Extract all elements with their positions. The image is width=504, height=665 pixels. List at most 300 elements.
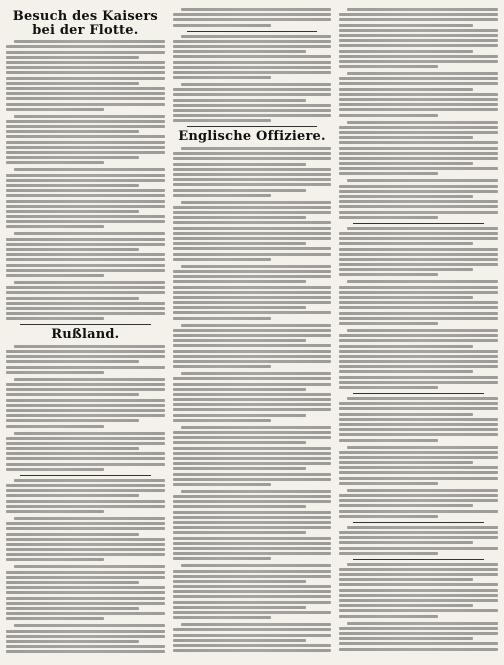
text-line-placeholder xyxy=(6,51,165,54)
paragraph-placeholder xyxy=(6,517,165,562)
text-line-placeholder xyxy=(14,432,165,435)
text-line-placeholder xyxy=(6,360,139,363)
text-line-placeholder xyxy=(173,570,332,573)
text-line-placeholder xyxy=(339,578,472,581)
text-line-placeholder xyxy=(339,242,472,245)
text-line-placeholder xyxy=(173,291,332,294)
text-line-placeholder xyxy=(181,623,332,626)
paragraph-placeholder xyxy=(6,479,165,513)
text-line-placeholder xyxy=(6,452,165,455)
text-line-placeholder xyxy=(339,286,498,289)
text-line-placeholder xyxy=(339,147,498,150)
text-line-placeholder xyxy=(339,433,498,436)
text-line-placeholder xyxy=(339,93,498,96)
paragraph-placeholder xyxy=(339,622,498,653)
text-line-placeholder xyxy=(339,594,498,597)
text-line-placeholder xyxy=(173,377,332,380)
text-line-placeholder xyxy=(339,77,498,80)
text-line-placeholder xyxy=(339,152,498,155)
text-line-placeholder xyxy=(339,131,498,134)
text-line-placeholder xyxy=(173,258,271,261)
text-line-placeholder xyxy=(6,151,165,154)
text-line-placeholder xyxy=(173,317,271,320)
text-line-placeholder xyxy=(173,76,271,79)
text-line-placeholder xyxy=(173,611,332,614)
text-line-placeholder xyxy=(6,82,139,85)
text-line-placeholder xyxy=(173,194,271,197)
text-line-placeholder xyxy=(339,157,498,160)
text-line-placeholder xyxy=(6,393,139,396)
text-line-placeholder xyxy=(6,264,165,267)
text-line-placeholder xyxy=(339,216,437,219)
section-divider xyxy=(187,126,318,127)
text-line-placeholder xyxy=(339,413,472,416)
text-line-placeholder xyxy=(347,179,498,182)
text-line-placeholder xyxy=(339,172,437,175)
text-line-placeholder xyxy=(339,499,498,502)
paragraph-placeholder xyxy=(6,345,165,374)
text-line-placeholder xyxy=(339,536,498,539)
text-line-placeholder xyxy=(339,637,472,640)
text-line-placeholder xyxy=(339,402,498,405)
text-line-placeholder xyxy=(6,612,165,615)
text-line-placeholder xyxy=(6,312,165,315)
text-line-placeholder xyxy=(339,360,498,363)
text-line-placeholder xyxy=(14,479,165,482)
text-line-placeholder xyxy=(6,302,165,305)
text-line-placeholder xyxy=(6,146,165,149)
paragraph-placeholder xyxy=(173,265,332,320)
text-line-placeholder xyxy=(6,581,139,584)
text-line-placeholder xyxy=(173,436,332,439)
text-line-placeholder xyxy=(173,408,332,411)
text-line-placeholder xyxy=(339,88,472,91)
text-line-placeholder xyxy=(339,103,498,106)
text-line-placeholder xyxy=(339,423,498,426)
text-line-placeholder xyxy=(173,253,332,256)
paragraph-placeholder xyxy=(173,372,332,422)
text-line-placeholder xyxy=(339,322,437,325)
text-line-placeholder xyxy=(6,108,104,111)
text-line-placeholder xyxy=(6,447,139,450)
text-line-placeholder xyxy=(173,398,332,401)
text-line-placeholder xyxy=(173,495,332,498)
text-line-placeholder xyxy=(6,317,104,320)
text-line-placeholder xyxy=(6,597,165,600)
text-line-placeholder xyxy=(173,206,332,209)
text-line-placeholder xyxy=(6,77,165,80)
text-line-placeholder xyxy=(6,409,165,412)
section-divider xyxy=(353,522,484,523)
text-line-placeholder xyxy=(173,109,332,112)
section-divider xyxy=(353,393,484,394)
text-line-placeholder xyxy=(6,650,165,653)
text-line-placeholder xyxy=(347,489,498,492)
paragraph-placeholder xyxy=(6,168,165,228)
text-line-placeholder xyxy=(173,601,332,604)
text-line-placeholder xyxy=(339,386,437,389)
text-line-placeholder xyxy=(339,108,498,111)
text-line-placeholder xyxy=(339,471,498,474)
text-line-placeholder xyxy=(6,56,139,59)
text-line-placeholder xyxy=(6,371,104,374)
text-line-placeholder xyxy=(181,147,332,150)
text-line-placeholder xyxy=(6,194,165,197)
text-line-placeholder xyxy=(6,238,165,241)
text-line-placeholder xyxy=(339,541,472,544)
text-line-placeholder xyxy=(6,533,139,536)
text-line-placeholder xyxy=(339,573,498,576)
text-line-placeholder xyxy=(173,639,306,642)
text-line-placeholder xyxy=(173,414,306,417)
paragraph-placeholder xyxy=(339,446,498,485)
text-line-placeholder xyxy=(339,648,498,651)
text-line-placeholder xyxy=(6,640,139,643)
text-line-placeholder xyxy=(339,114,437,117)
text-line-placeholder xyxy=(347,227,498,230)
text-line-placeholder xyxy=(339,301,498,304)
text-line-placeholder xyxy=(339,126,498,129)
text-line-placeholder xyxy=(173,521,332,524)
text-line-placeholder xyxy=(14,565,165,568)
paragraph-placeholder xyxy=(6,565,165,620)
text-line-placeholder xyxy=(6,607,139,610)
text-line-placeholder xyxy=(339,185,498,188)
text-line-placeholder xyxy=(173,516,332,519)
text-line-placeholder xyxy=(173,585,332,588)
text-line-placeholder xyxy=(6,297,139,300)
text-line-placeholder xyxy=(173,275,332,278)
text-line-placeholder xyxy=(173,93,332,96)
text-line-placeholder xyxy=(339,273,437,276)
text-line-placeholder xyxy=(339,98,498,101)
text-line-placeholder xyxy=(173,55,332,58)
text-line-placeholder xyxy=(339,461,472,464)
paragraph-placeholder xyxy=(6,232,165,277)
text-line-placeholder xyxy=(173,311,332,314)
text-line-placeholder xyxy=(173,393,332,396)
text-line-placeholder xyxy=(173,552,332,555)
text-line-placeholder xyxy=(6,630,165,633)
text-line-placeholder xyxy=(6,404,165,407)
text-line-placeholder xyxy=(339,339,498,342)
text-line-placeholder xyxy=(173,301,332,304)
text-line-placeholder xyxy=(173,296,332,299)
text-line-placeholder xyxy=(14,40,165,43)
text-line-placeholder xyxy=(173,590,332,593)
text-line-placeholder xyxy=(6,92,165,95)
text-line-placeholder xyxy=(173,71,332,74)
text-line-placeholder xyxy=(339,583,498,586)
text-line-placeholder xyxy=(339,248,498,251)
text-line-placeholder xyxy=(14,168,165,171)
text-line-placeholder xyxy=(173,173,332,176)
text-line-placeholder xyxy=(173,537,332,540)
text-line-placeholder xyxy=(347,8,498,11)
text-line-placeholder xyxy=(6,248,139,251)
text-line-placeholder xyxy=(173,329,332,332)
paragraph-placeholder xyxy=(339,489,498,518)
text-line-placeholder xyxy=(6,388,165,391)
text-line-placeholder xyxy=(6,61,165,64)
text-line-placeholder xyxy=(173,628,332,631)
paragraph-placeholder xyxy=(6,281,165,320)
text-line-placeholder xyxy=(181,8,332,11)
text-line-placeholder xyxy=(339,376,498,379)
text-line-placeholder xyxy=(173,595,332,598)
text-line-placeholder xyxy=(173,18,332,21)
text-line-placeholder xyxy=(347,563,498,566)
text-line-placeholder xyxy=(6,291,165,294)
text-line-placeholder xyxy=(173,580,306,583)
paragraph-placeholder xyxy=(173,564,332,619)
paragraph-placeholder xyxy=(173,35,332,80)
text-line-placeholder xyxy=(339,334,498,337)
text-line-placeholder xyxy=(339,65,437,68)
text-line-placeholder xyxy=(6,645,165,648)
text-line-placeholder xyxy=(6,399,165,402)
text-line-placeholder xyxy=(6,156,139,159)
text-line-placeholder xyxy=(173,365,271,368)
paragraph-placeholder xyxy=(6,432,165,471)
paragraph-placeholder xyxy=(6,40,165,110)
paragraph-placeholder xyxy=(173,490,332,560)
paragraph-placeholder xyxy=(6,115,165,165)
text-line-placeholder xyxy=(6,543,165,546)
text-line-placeholder xyxy=(339,365,498,368)
text-line-placeholder xyxy=(181,324,332,327)
text-line-placeholder xyxy=(339,60,498,63)
text-line-placeholder xyxy=(6,366,165,369)
text-line-placeholder xyxy=(173,542,332,545)
text-line-placeholder xyxy=(339,50,472,53)
text-line-placeholder xyxy=(6,505,165,508)
text-line-placeholder xyxy=(173,447,332,450)
text-line-placeholder xyxy=(6,383,165,386)
text-line-placeholder xyxy=(339,205,498,208)
text-line-placeholder xyxy=(173,216,306,219)
paragraph-placeholder xyxy=(339,329,498,389)
text-line-placeholder xyxy=(339,317,498,320)
column-1 xyxy=(6,6,165,653)
text-line-placeholder xyxy=(339,418,498,421)
text-line-placeholder xyxy=(347,622,498,625)
text-line-placeholder xyxy=(6,558,104,561)
text-line-placeholder xyxy=(339,167,498,170)
text-line-placeholder xyxy=(347,446,498,449)
text-line-placeholder xyxy=(173,606,306,609)
text-line-placeholder xyxy=(173,163,306,166)
text-line-placeholder xyxy=(6,602,165,605)
paragraph-placeholder xyxy=(173,324,332,369)
section-divider xyxy=(353,559,484,560)
text-line-placeholder xyxy=(181,372,332,375)
text-line-placeholder xyxy=(339,13,498,16)
text-line-placeholder xyxy=(6,161,104,164)
text-line-placeholder xyxy=(173,221,332,224)
text-line-placeholder xyxy=(14,115,165,118)
text-line-placeholder xyxy=(6,463,165,466)
section-divider xyxy=(353,223,484,224)
text-line-placeholder xyxy=(173,649,332,652)
text-line-placeholder xyxy=(339,211,498,214)
text-line-placeholder xyxy=(339,482,437,485)
text-line-placeholder xyxy=(173,441,306,444)
text-line-placeholder xyxy=(173,119,271,122)
text-line-placeholder xyxy=(173,24,271,27)
text-line-placeholder xyxy=(6,258,165,261)
text-line-placeholder xyxy=(6,120,165,123)
text-line-placeholder xyxy=(181,83,332,86)
text-line-placeholder xyxy=(6,205,165,208)
text-line-placeholder xyxy=(173,61,332,64)
paragraph-placeholder xyxy=(6,624,165,653)
text-line-placeholder xyxy=(14,517,165,520)
text-line-placeholder xyxy=(14,281,165,284)
paragraph-placeholder xyxy=(339,121,498,176)
text-line-placeholder xyxy=(6,586,165,589)
text-line-placeholder xyxy=(339,599,498,602)
text-line-placeholder xyxy=(173,104,332,107)
text-line-placeholder xyxy=(173,280,306,283)
text-line-placeholder xyxy=(173,178,332,181)
text-line-placeholder xyxy=(339,312,498,315)
text-line-placeholder xyxy=(6,527,165,530)
text-line-placeholder xyxy=(339,632,498,635)
text-line-placeholder xyxy=(6,494,139,497)
text-line-placeholder xyxy=(6,243,165,246)
text-line-placeholder xyxy=(173,50,306,53)
text-line-placeholder xyxy=(339,253,498,256)
text-line-placeholder xyxy=(6,437,165,440)
text-line-placeholder xyxy=(173,99,306,102)
text-line-placeholder xyxy=(339,39,498,42)
text-line-placeholder xyxy=(339,232,498,235)
text-line-placeholder xyxy=(6,286,165,289)
text-line-placeholder xyxy=(339,345,472,348)
section-heading: Englische Offiziere. xyxy=(173,130,332,144)
text-line-placeholder xyxy=(6,274,104,277)
text-line-placeholder xyxy=(339,589,498,592)
text-line-placeholder xyxy=(339,350,498,353)
text-line-placeholder xyxy=(173,306,306,309)
text-line-placeholder xyxy=(173,211,332,214)
paragraph-placeholder xyxy=(173,8,332,27)
section-heading: Rußland. xyxy=(6,328,165,342)
section-divider xyxy=(20,475,151,476)
text-line-placeholder xyxy=(339,44,498,47)
section-divider xyxy=(187,31,318,32)
text-line-placeholder xyxy=(173,457,332,460)
text-line-placeholder xyxy=(6,135,165,138)
text-line-placeholder xyxy=(6,210,139,213)
text-line-placeholder xyxy=(173,157,332,160)
text-line-placeholder xyxy=(6,130,139,133)
text-line-placeholder xyxy=(6,184,139,187)
text-line-placeholder xyxy=(347,526,498,529)
text-line-placeholder xyxy=(173,88,332,91)
text-line-placeholder xyxy=(173,355,332,358)
text-line-placeholder xyxy=(173,227,332,230)
text-line-placeholder xyxy=(173,189,306,192)
text-line-placeholder xyxy=(339,296,472,299)
text-line-placeholder xyxy=(6,484,165,487)
text-line-placeholder xyxy=(347,72,498,75)
text-line-placeholder xyxy=(173,183,332,186)
text-line-placeholder xyxy=(14,624,165,627)
text-line-placeholder xyxy=(339,381,498,384)
text-line-placeholder xyxy=(173,431,332,434)
text-line-placeholder xyxy=(14,345,165,348)
text-line-placeholder xyxy=(173,237,332,240)
text-line-placeholder xyxy=(339,428,498,431)
paragraph-placeholder xyxy=(6,378,165,428)
text-line-placeholder xyxy=(181,201,332,204)
text-line-placeholder xyxy=(181,265,332,268)
paragraph-placeholder xyxy=(339,397,498,442)
text-line-placeholder xyxy=(6,141,165,144)
text-line-placeholder xyxy=(6,468,104,471)
paragraph-placeholder xyxy=(173,201,332,261)
text-line-placeholder xyxy=(173,462,332,465)
text-line-placeholder xyxy=(339,136,472,139)
text-line-placeholder xyxy=(6,553,165,556)
text-line-placeholder xyxy=(173,247,332,250)
text-line-placeholder xyxy=(6,307,165,310)
text-line-placeholder xyxy=(6,215,165,218)
text-line-placeholder xyxy=(173,452,332,455)
text-line-placeholder xyxy=(347,280,498,283)
text-line-placeholder xyxy=(339,195,472,198)
text-line-placeholder xyxy=(6,617,104,620)
text-line-placeholder xyxy=(181,35,332,38)
text-line-placeholder xyxy=(6,269,165,272)
text-line-placeholder xyxy=(173,644,332,647)
text-line-placeholder xyxy=(339,141,498,144)
text-line-placeholder xyxy=(339,642,498,645)
text-line-placeholder xyxy=(339,55,498,58)
text-line-placeholder xyxy=(6,419,139,422)
text-line-placeholder xyxy=(173,40,332,43)
text-line-placeholder xyxy=(339,263,498,266)
text-line-placeholder xyxy=(173,531,306,534)
text-line-placeholder xyxy=(173,242,306,245)
text-line-placeholder xyxy=(173,557,271,560)
text-line-placeholder xyxy=(173,403,332,406)
text-line-placeholder xyxy=(173,500,332,503)
paragraph-placeholder xyxy=(173,147,332,197)
text-line-placeholder xyxy=(339,355,498,358)
text-line-placeholder xyxy=(173,505,306,508)
text-line-placeholder xyxy=(339,370,472,373)
text-line-placeholder xyxy=(339,609,498,612)
text-line-placeholder xyxy=(339,237,498,240)
text-line-placeholder xyxy=(6,189,165,192)
text-line-placeholder xyxy=(173,344,332,347)
paragraph-placeholder xyxy=(173,426,332,486)
newspaper-page xyxy=(6,6,498,653)
text-line-placeholder xyxy=(6,97,165,100)
text-line-placeholder xyxy=(6,87,165,90)
text-line-placeholder xyxy=(347,397,498,400)
text-line-placeholder xyxy=(6,591,165,594)
paragraph-placeholder xyxy=(339,227,498,277)
text-line-placeholder xyxy=(6,200,165,203)
text-line-placeholder xyxy=(339,568,498,571)
text-line-placeholder xyxy=(6,500,165,503)
text-line-placeholder xyxy=(6,548,165,551)
text-line-placeholder xyxy=(6,442,165,445)
